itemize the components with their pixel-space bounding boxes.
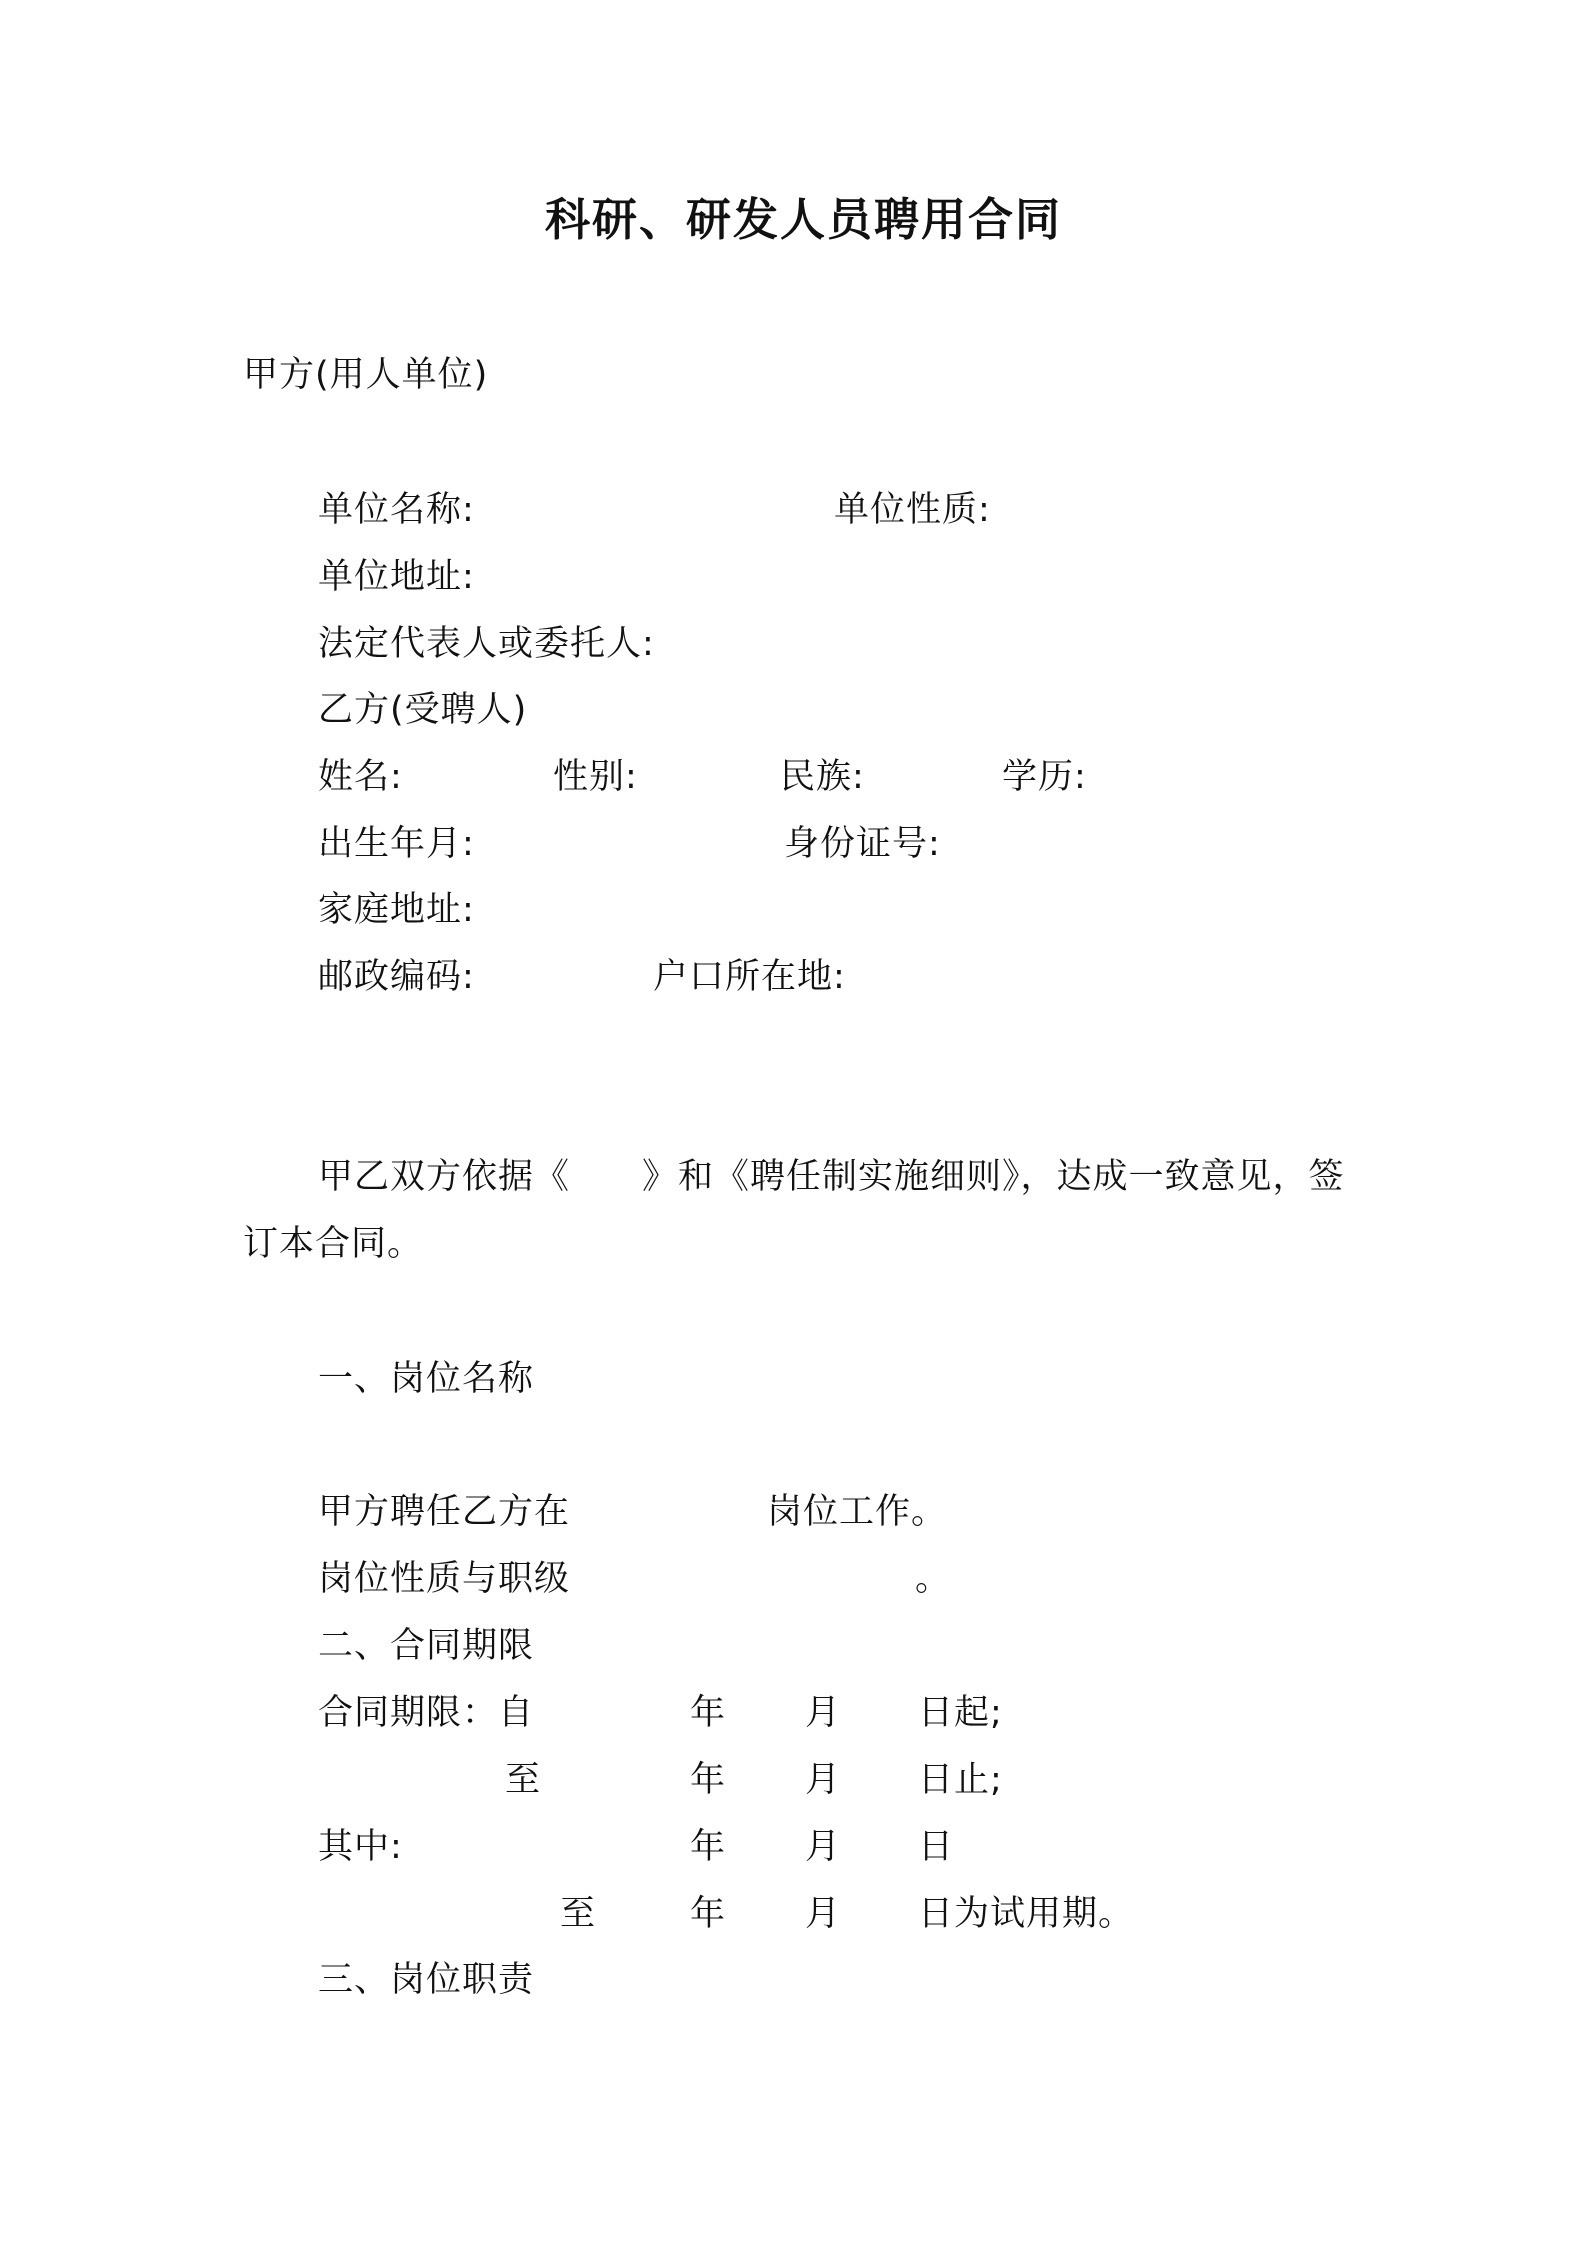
probation-end-year: 年	[690, 1894, 727, 1934]
document-title: 科研、研发人员聘用合同	[545, 193, 1063, 246]
section-2-heading: 二、合同期限	[318, 1626, 535, 1666]
party-b-heading: 乙方(受聘人)	[318, 690, 528, 730]
intro-line-1: 甲乙双方依据《 》和《聘任制实施细则》，达成一致意见，签	[318, 1157, 1345, 1197]
section-1-heading: 一、岗位名称	[318, 1359, 535, 1399]
position-nature-label: 岗位性质与职级	[318, 1559, 571, 1599]
end-to: 至	[505, 1760, 542, 1800]
intro-line-2: 订本合同。	[243, 1224, 424, 1264]
postcode-label: 邮政编码:	[318, 957, 475, 997]
education-label: 学历:	[1002, 757, 1087, 797]
unit-name-label: 单位名称:	[318, 490, 475, 530]
probation-to: 至	[560, 1894, 597, 1934]
section-3-heading: 三、岗位职责	[318, 1960, 535, 2000]
probation-start-day: 日	[918, 1827, 955, 1867]
home-address-label: 家庭地址:	[318, 890, 475, 930]
unit-nature-label: 单位性质:	[834, 490, 991, 530]
among-label: 其中:	[318, 1827, 403, 1867]
birth-label: 出生年月:	[318, 824, 475, 864]
appoint-prefix: 甲方聘任乙方在	[318, 1492, 571, 1532]
end-year: 年	[690, 1760, 727, 1800]
start-month: 月	[805, 1693, 842, 1733]
hukou-label: 户口所在地:	[653, 957, 846, 997]
appoint-suffix: 岗位工作。	[767, 1492, 948, 1532]
probation-end-suffix: 日为试用期。	[918, 1894, 1135, 1934]
probation-end-month: 月	[805, 1894, 842, 1934]
party-a-heading: 甲方(用人单位)	[243, 355, 489, 395]
ethnicity-label: 民族:	[780, 757, 865, 797]
name-label: 姓名:	[318, 757, 403, 797]
end-day-suffix: 日止;	[918, 1760, 1003, 1800]
probation-start-month: 月	[805, 1827, 842, 1867]
term-label: 合同期限：自	[318, 1693, 535, 1733]
start-year: 年	[690, 1693, 727, 1733]
unit-address-label: 单位地址:	[318, 557, 475, 597]
end-month: 月	[805, 1760, 842, 1800]
legal-rep-label: 法定代表人或委托人:	[318, 624, 655, 664]
start-day-suffix: 日起;	[918, 1693, 1003, 1733]
id-number-label: 身份证号:	[784, 824, 941, 864]
gender-label: 性别:	[553, 757, 638, 797]
probation-start-year: 年	[690, 1827, 727, 1867]
position-nature-end: 。	[915, 1559, 952, 1599]
